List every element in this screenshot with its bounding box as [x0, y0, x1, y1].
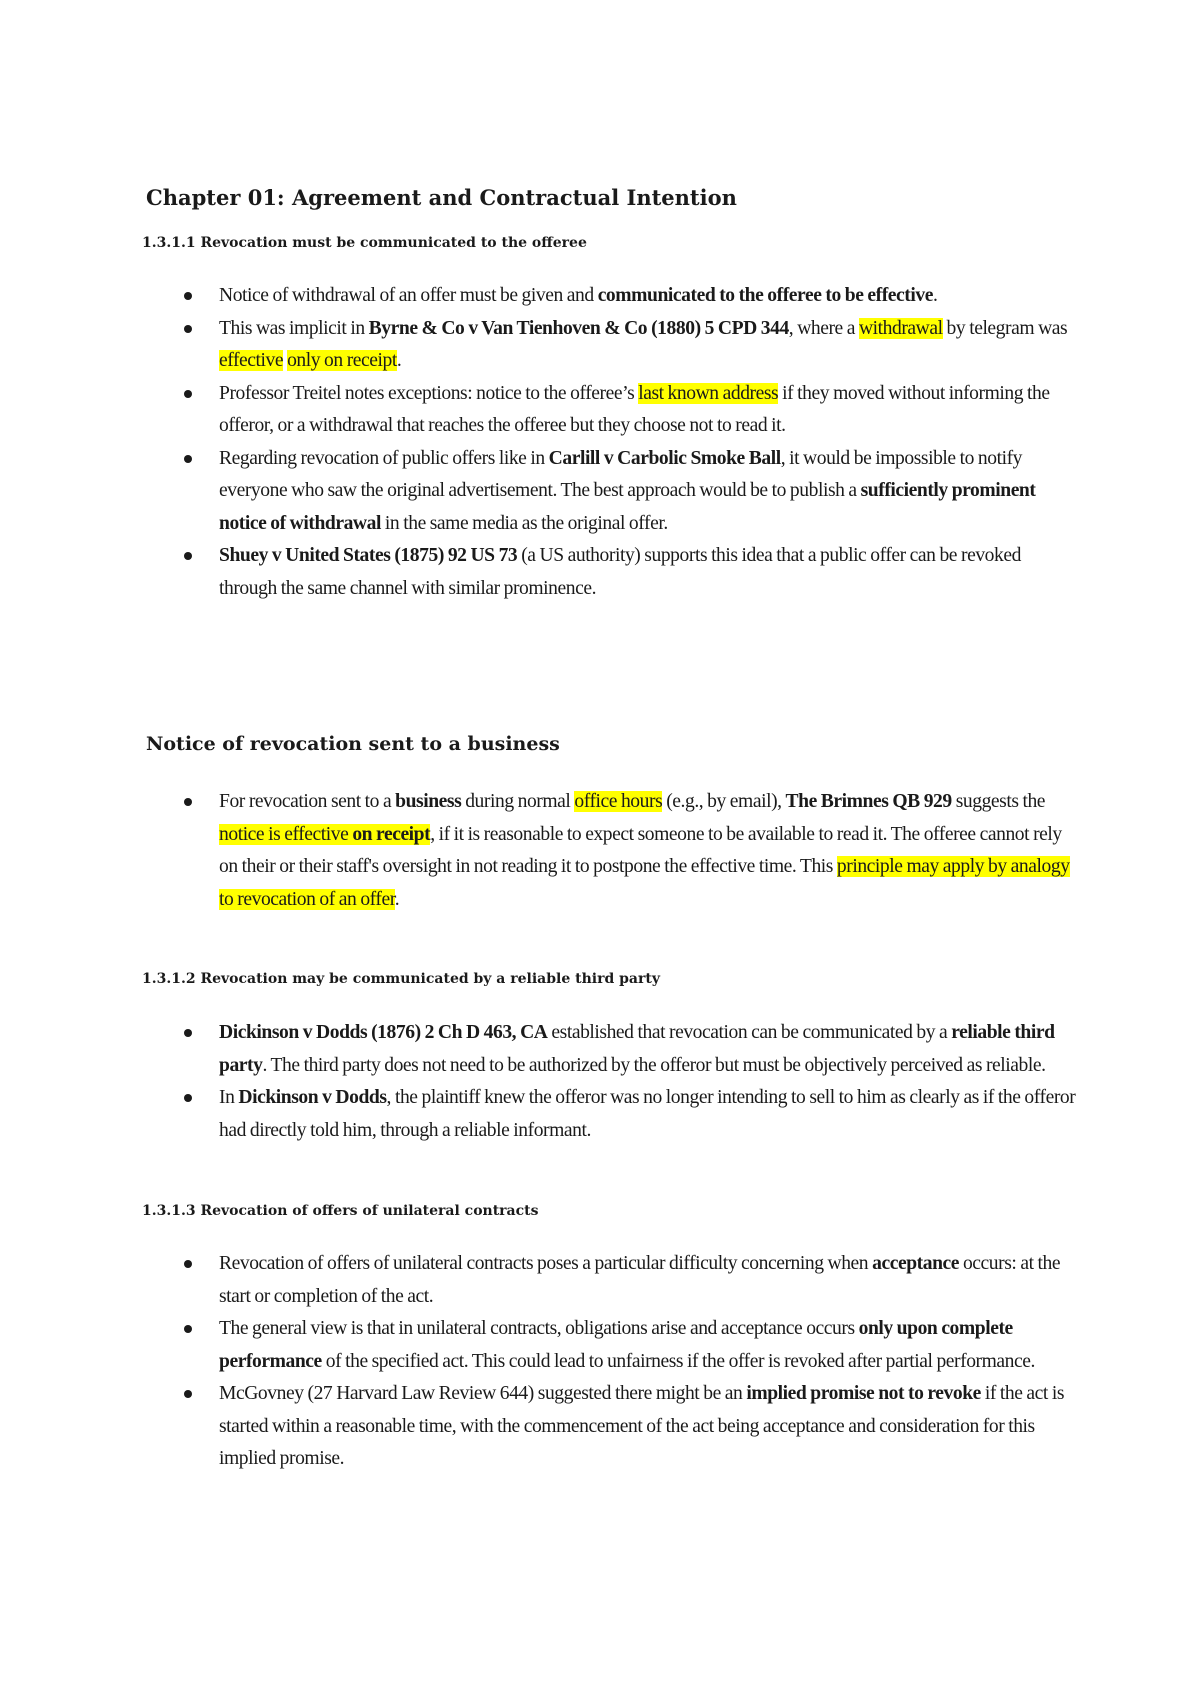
bullet-icon — [184, 455, 192, 463]
highlighted-bold-run: on receipt — [352, 823, 431, 845]
text-run: , if it is reasonable to expect someone to be available to read it. The offeree cannot rely on their or their staff's oversight in not reading it to postpone the effective time. This — [219, 823, 1062, 877]
text-run: Regarding revocation of public offers like in — [219, 447, 549, 469]
text-run: The general view is that in unilateral contracts, obligations arise and acceptance occurs — [219, 1318, 859, 1339]
text-run: , it would be impossible to notify everyone who saw the original advertisement. The best approach would be to publish a — [219, 447, 1023, 501]
section-heading-1-3-1-2: 1.3.1.2 Revocation may be communicated by a reliable third party — [142, 971, 660, 987]
text-run: during normal — [461, 791, 575, 812]
text-run: if they moved without informing the offeror, or a withdrawal that reaches the offeree but they choose not to read it. — [219, 382, 1050, 436]
list-item — [0, 313, 1079, 378]
bold-run: only upon complete performance — [219, 1318, 1013, 1372]
text-run: . — [932, 285, 938, 306]
section-1-bullet-list — [0, 280, 1200, 605]
bullet-icon — [184, 1029, 192, 1037]
text-run: of the specified act. This could lead to unfairness if the offer is revoked after partial performance. — [321, 1350, 1035, 1372]
list-item — [0, 540, 1079, 605]
case-citation: Dickinson v Dodds (1876) 2 Ch D 463, CA — [219, 1022, 548, 1043]
section-4-bullet-list — [0, 1248, 1200, 1476]
list-item — [0, 1017, 1079, 1082]
text-run: suggests the — [951, 791, 1046, 812]
bold-run: business — [395, 791, 462, 812]
section-heading-business: Notice of revocation sent to a business — [146, 733, 560, 755]
section-3-bullet-list — [0, 1017, 1200, 1147]
text-run: . — [394, 888, 400, 910]
text-run: (e.g., by email), — [662, 791, 786, 812]
highlighted-run: office hours — [574, 791, 663, 812]
case-citation: Shuey v United States (1875) 92 US 73 — [219, 545, 518, 566]
highlighted-run: only on receipt — [287, 350, 397, 371]
text-run: occurs: at the start or completion of the act. — [219, 1253, 1061, 1307]
text-run: Revocation of offers of unilateral contracts poses a particular difficulty concerning when — [219, 1253, 873, 1274]
text-run: . The third party does not need to be authorized by the offeror but must be objectively perceived as reliable. — [262, 1054, 1046, 1076]
text-run: established that revocation can be communicated by a — [547, 1022, 952, 1043]
list-item — [0, 786, 1079, 916]
text-run: , where a — [788, 317, 859, 339]
highlighted-run: effective — [219, 350, 284, 371]
bullet-icon — [184, 798, 192, 806]
bold-run: acceptance — [872, 1253, 960, 1274]
bold-run: communicated to the offeree to be effective — [597, 285, 933, 306]
bold-run: implied promise not to revoke — [746, 1383, 981, 1404]
highlighted-run: notice is effective — [219, 823, 353, 845]
highlighted-run: last known address — [638, 382, 779, 404]
text-run: For revocation sent to a — [219, 791, 396, 812]
text-run: McGovney (27 Harvard Law Review 644) suggested there might be an — [219, 1383, 747, 1404]
bullet-icon — [184, 325, 192, 333]
text-run: . — [396, 350, 402, 371]
bullet-icon — [184, 1094, 192, 1102]
case-citation: Carlill v Carbolic Smoke Ball — [548, 447, 781, 469]
section-2-bullet-list — [0, 786, 1200, 916]
bullet-icon — [184, 1325, 192, 1333]
case-citation: Dickinson v Dodds — [238, 1087, 387, 1108]
bold-run: sufficiently prominent notice of withdrawal — [219, 480, 1036, 534]
text-run: (a US authority) supports this idea that a public offer can be revoked through the same channel with similar prominence. — [219, 545, 1021, 599]
bullet-icon — [184, 292, 192, 300]
section-heading-1-3-1-3: 1.3.1.3 Revocation of offers of unilateral contracts — [142, 1203, 539, 1219]
bullet-icon — [184, 1390, 192, 1398]
list-item — [0, 1313, 1079, 1378]
highlighted-run: principle may apply by analogy to revocation of an offer — [219, 856, 1070, 910]
list-item — [0, 280, 1079, 313]
list-item — [0, 378, 1079, 443]
list-item — [0, 1248, 1079, 1313]
text-run: In — [219, 1087, 239, 1108]
text-run: This was implicit in — [219, 317, 369, 339]
text-run: , the plaintiff knew the offeror was no longer intending to sell to him as clearly as if the offeror had directly told him, through a reliable informant. — [219, 1087, 1076, 1141]
list-item — [0, 443, 1079, 541]
bullet-icon — [184, 1260, 192, 1268]
text-run: Notice of withdrawal of an offer must be given and — [219, 285, 598, 306]
text-run: Professor Treitel notes exceptions: notice to the offeree’s — [219, 382, 639, 404]
highlighted-run: withdrawal — [858, 317, 943, 339]
list-item — [0, 1378, 1079, 1476]
text-run: in the same media as the original offer. — [380, 512, 668, 534]
case-citation: Byrne & Co v Van Tienhoven & Co (1880) 5 CPD 344 — [368, 317, 789, 339]
chapter-title: Chapter 01: Agreement and Contractual Intention — [146, 185, 737, 210]
section-heading-1-3-1-1: 1.3.1.1 Revocation must be communicated to the offeree — [142, 235, 587, 251]
bold-run: reliable third party — [219, 1022, 1055, 1076]
bullet-icon — [184, 390, 192, 398]
text-run: if the act is started within a reasonable time, with the commencement of the act being acceptance and consideration for this implied promise. — [219, 1383, 1065, 1469]
text-run: by telegram was — [942, 317, 1068, 339]
case-citation: The Brimnes QB 929 — [785, 791, 952, 812]
bullet-icon — [184, 552, 192, 560]
list-item — [0, 1082, 1079, 1147]
